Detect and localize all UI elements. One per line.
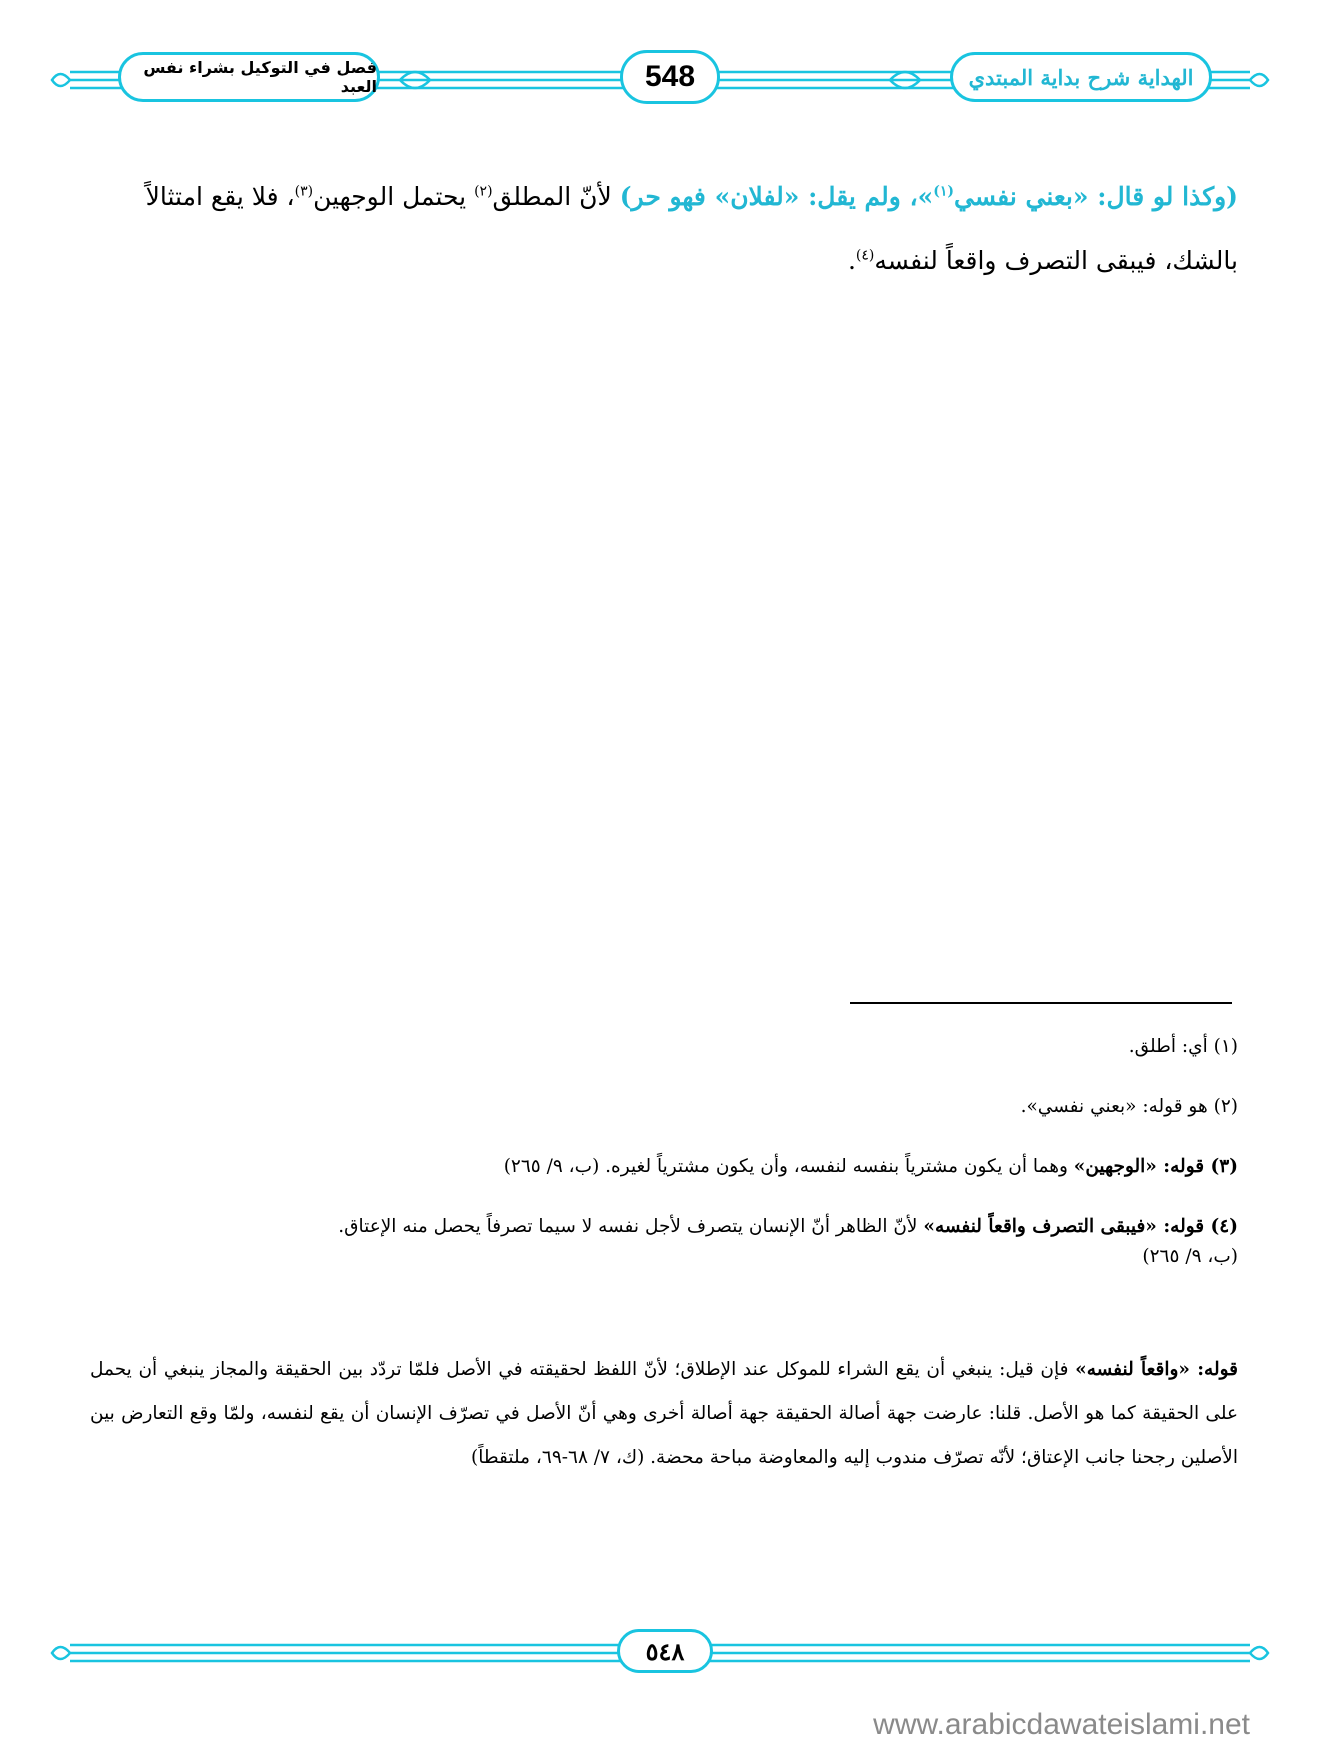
main-paragraph (90, 165, 1238, 293)
commentary-text-c: ، فلا يقع امتثالاً بالشك، فيبقى التصرف واقعاً لنفسه (145, 182, 1238, 275)
footnote-ref-3: (٣) (294, 183, 314, 200)
footnote-4-lead: (٤) قوله: «فيبقى التصرف واقعاً لنفسه» (923, 1216, 1238, 1237)
footnote-1: (١) أي: أطلق. (1128, 1036, 1238, 1057)
footnote-ref-1: (١) (933, 183, 955, 200)
note-lead: قوله: «واقعاً لنفسه» (1075, 1359, 1238, 1380)
page-number-bottom (617, 1629, 713, 1673)
matn-text-b: »، ولم يقل: «لفلان» فهو حر) (619, 182, 934, 211)
footnotes (90, 1032, 1238, 1302)
page-footer (0, 1615, 1319, 1695)
footnote-3-body: وهما أن يكون مشترياً بنفسه لنفسه، وأن يكون مشترياً لغيره. (ب، ٩/ ٢٦٥) (503, 1156, 1074, 1177)
page-number-top (620, 50, 720, 104)
note-body: فإن قيل: ينبغي أن يقع الشراء للموكل عند الإطلاق؛ لأنّ اللفظ لحقيقته في الأصل فلمّا تردّد بين الحقيقة والمجاز ينبغي أن يحمل على الحقيقة كما هو الأصل. قلنا: عارضت جهة أصالة الحقيقة جهة أصالة أخرى وهي أنّ الأصل في تصرّف الإنسان أن يقع لنفسه، ولمّا وقع التعارض بين الأصلين رجحنا جانب الإعتاق؛ لأنّه تصرّف مندوب إليه والمعاوضة مباحة محضة. (ك، ٧/ ٦٨-٦٩، ملتقطاً) (90, 1359, 1238, 1468)
page-number-bottom-text: ٥٤٨ (645, 1636, 685, 1666)
footnote-4-body: لأنّ الظاهر أنّ الإنسان يتصرف لأجل نفسه لا سيما تصرفاً يحصل منه الإعتاق. (338, 1216, 924, 1237)
chapter-title: فصل في التوكيل بشراء نفس العبد (143, 58, 377, 96)
matn-text-a: (وكذا لو قال: «بعني نفسي (954, 182, 1238, 211)
footnote-note (90, 1348, 1238, 1480)
footnote-3 (90, 1152, 1238, 1182)
main-text (90, 165, 1238, 293)
footnote-separator (850, 1002, 1232, 1004)
page-number-text: 548 (644, 60, 696, 93)
footnote-ref-4: (٤) (855, 247, 875, 264)
commentary-text-b: يحتمل الوجهين (313, 182, 475, 211)
chapter-title-cartouche (118, 52, 380, 102)
footnote-2: (٢) هو قوله: «بعني نفسي». (1020, 1096, 1238, 1117)
book-title: الهداية شرح بداية المبتدي (968, 64, 1194, 90)
footnote-3-lead: (٣) قوله: «الوجهين» (1073, 1156, 1238, 1177)
footnote-ref-2: (٢) (474, 183, 493, 200)
note-paragraph (90, 1348, 1238, 1480)
commentary-end: . (847, 246, 856, 275)
footnote-4 (90, 1212, 1238, 1272)
page-header (0, 0, 1319, 140)
footnote-4-ref: (ب، ٩/ ٢٦٥) (1142, 1246, 1238, 1267)
commentary-text-a: لأنّ المطلق (492, 182, 620, 211)
book-title-cartouche (950, 52, 1212, 102)
website-url: www.arabicdawateislami.net (873, 1708, 1250, 1741)
